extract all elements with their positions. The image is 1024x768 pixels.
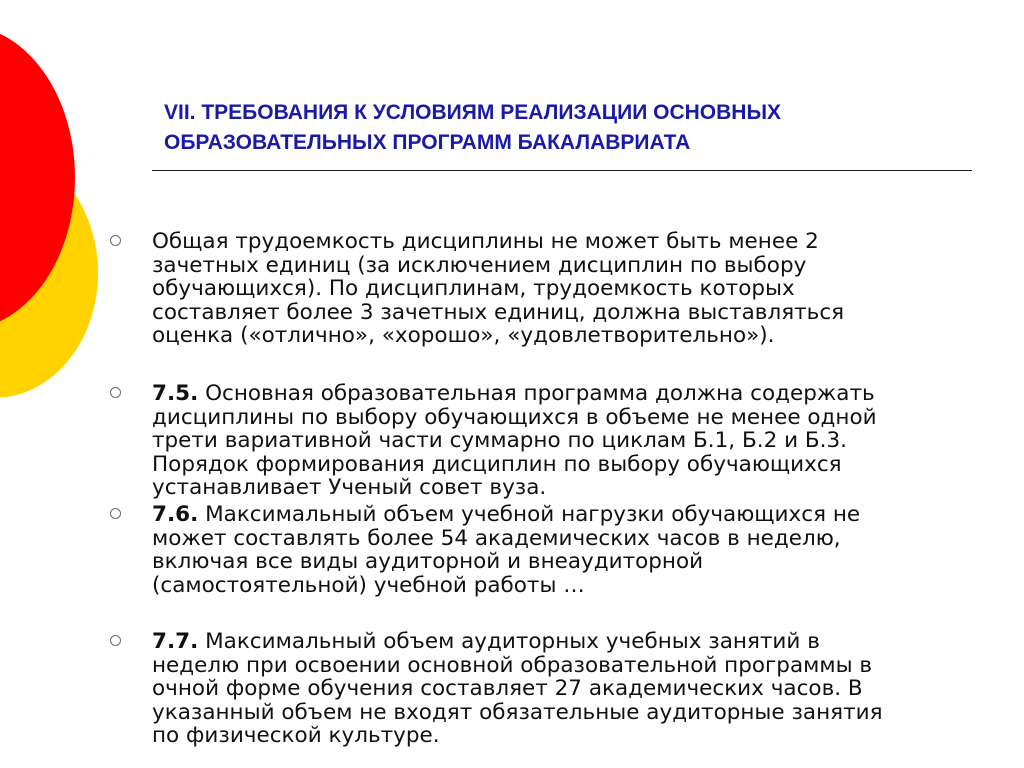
bullet-line: (самостоятельной) учебной работы … [152, 572, 585, 598]
slide-title-line-1: VII. ТРЕБОВАНИЯ К УСЛОВИЯМ РЕАЛИЗАЦИИ ОСНОВНЫХ [164, 101, 782, 124]
bullet-line-rest: Основная образовательная программа должна содержать [198, 381, 875, 406]
bullet-line: устанавливает Ученый совет вуза. [152, 475, 547, 500]
bullet-line-rest: Максимальный объем аудиторных учебных занятий в [198, 629, 820, 654]
bullet-circle-icon [110, 387, 121, 398]
bullet-line-rest: Максимальный объем учебной нагрузки обучающихся не [198, 502, 861, 527]
bullet-line: может составлять более 54 академических часов в неделю, [152, 525, 841, 551]
bullet-number: 7.7. [152, 629, 199, 654]
bullet-text [152, 230, 952, 348]
bullet-line: составляет более 3 зачетных единиц, должна выставляться [152, 299, 845, 325]
slide-title-line-2: ОБРАЗОВАТЕЛЬНЫХ ПРОГРАММ БАКАЛАВРИАТА [164, 131, 691, 154]
bullet-number: 7.6. [152, 502, 199, 527]
bullet-circle-icon [110, 235, 121, 246]
bullet-line: дисциплины по выбору обучающихся в объеме не менее одной [152, 404, 877, 430]
bullet-line: обучающихся). По дисциплинам, трудоемкость которых [152, 276, 795, 301]
bullet-line: указанный объем не входят обязательные аудиторные занятия [152, 699, 883, 725]
bullet-text [152, 503, 952, 597]
title-divider [152, 170, 972, 171]
bullet-line: Порядок формирования дисциплин по выбору обучающихся [152, 451, 842, 477]
bullet-text [152, 382, 952, 500]
bullet-line: очной форме обучения составляет 27 академических часов. В [152, 676, 863, 701]
bullet-number: 7.5. [152, 381, 199, 406]
bullet-text [152, 630, 952, 748]
bullet-line [152, 630, 952, 654]
bullet-line [152, 503, 952, 527]
bullet-line: включая все виды аудиторной и внеаудиторной [152, 549, 704, 574]
bullet-line: Общая трудоемкость дисциплины не может быть менее 2 [152, 229, 819, 254]
bullet-line [152, 382, 952, 406]
bullet-line: трети вариативной части суммарно по циклам Б.1, Б.2 и Б.3. [152, 428, 847, 453]
bullet-line: по физической культуре. [152, 723, 440, 748]
bullet-circle-icon [110, 508, 121, 519]
bullet-line: неделю при освоении основной образовательной программы в [152, 652, 873, 678]
bullet-circle-icon [110, 635, 121, 646]
bullet-line: оценка («отлично», «хорошо», «удовлетворительно»). [152, 323, 775, 348]
bullet-line: зачетных единиц (за исключением дисциплин по выбору [152, 252, 807, 278]
slide-title [164, 98, 964, 158]
